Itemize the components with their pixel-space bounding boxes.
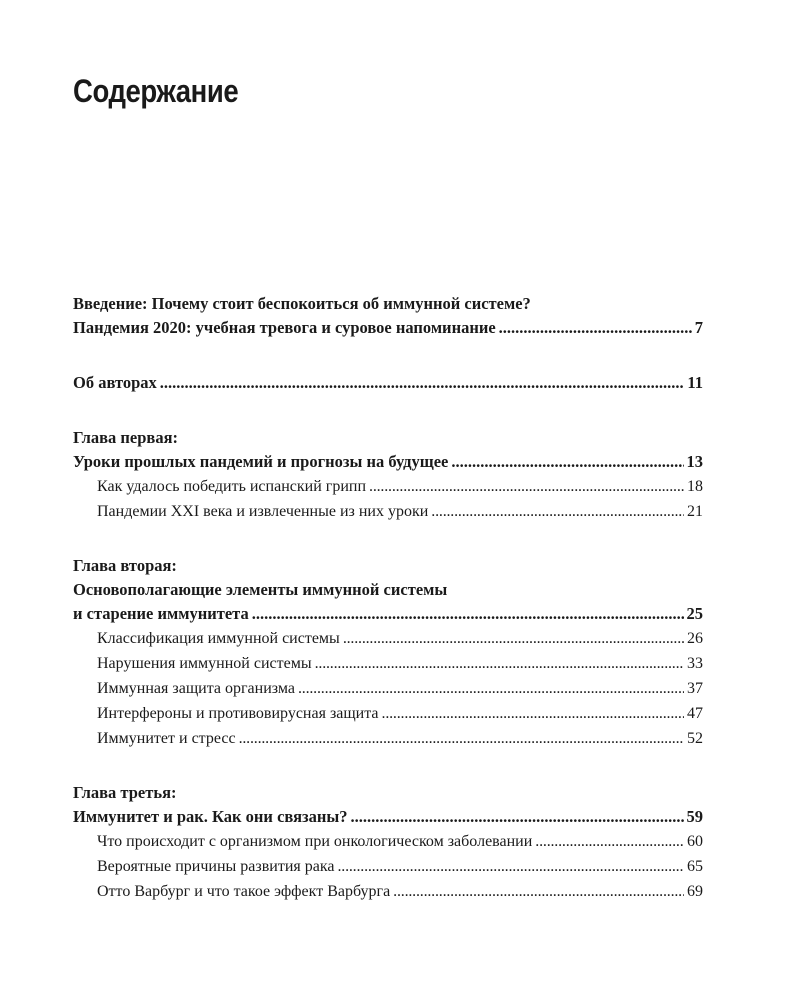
toc-entry-text: Иммунная защита организма bbox=[97, 680, 295, 697]
toc-page-number: 21 bbox=[687, 503, 703, 520]
toc-entry-chapter-3[interactable] bbox=[73, 805, 703, 829]
dot-leader bbox=[431, 499, 684, 524]
toc-entry-text: Уроки прошлых пандемий и прогнозы на будущее bbox=[73, 452, 449, 471]
toc-page-number: 13 bbox=[686, 452, 703, 471]
dot-leader bbox=[343, 626, 684, 651]
section-gap bbox=[73, 395, 703, 426]
toc-subentry[interactable] bbox=[73, 499, 703, 524]
toc-subentry[interactable] bbox=[73, 726, 703, 751]
toc-chapter-label-1 bbox=[73, 426, 703, 450]
toc-page-number: 7 bbox=[694, 318, 703, 337]
toc-page-number: 60 bbox=[687, 833, 703, 850]
toc-entry-text: Классификация иммунной системы bbox=[97, 630, 340, 647]
toc-entry-text: Введение: Почему стоит беспокоиться об иммунной системе? bbox=[73, 294, 531, 313]
toc-page-number: 65 bbox=[687, 858, 703, 875]
toc-page-number: 33 bbox=[687, 655, 703, 672]
dot-leader bbox=[160, 371, 685, 395]
toc-page-number: 18 bbox=[687, 478, 703, 495]
dot-leader bbox=[451, 450, 683, 474]
dot-leader bbox=[499, 316, 692, 340]
toc-subentry[interactable] bbox=[73, 474, 703, 499]
toc-page-number: 69 bbox=[687, 883, 703, 900]
toc-page-number: 59 bbox=[686, 807, 703, 826]
section-gap bbox=[73, 751, 703, 781]
toc-page-number: 26 bbox=[687, 630, 703, 647]
toc-entry-text: Глава первая: bbox=[73, 428, 179, 447]
section-gap bbox=[73, 340, 703, 371]
toc-chapter-title-line bbox=[73, 578, 703, 602]
dot-leader bbox=[369, 474, 684, 499]
toc-entry-text: Отто Варбург и что такое эффект Варбурга bbox=[97, 883, 391, 900]
toc-entry-text: Пандемия 2020: учебная тревога и суровое напоминание bbox=[73, 318, 496, 337]
toc-page-number: 11 bbox=[687, 373, 703, 392]
toc-subentry[interactable] bbox=[73, 651, 703, 676]
toc-entry-intro[interactable] bbox=[73, 316, 703, 340]
toc-entry-text: Интерфероны и противовирусная защита bbox=[97, 705, 379, 722]
toc-subentry[interactable] bbox=[73, 701, 703, 726]
toc-entry-text: Глава вторая: bbox=[73, 556, 177, 575]
toc-entry-text: Об авторах bbox=[73, 373, 157, 392]
toc-subentry[interactable] bbox=[73, 854, 703, 879]
dot-leader bbox=[535, 829, 684, 854]
toc-entry-text: и старение иммунитета bbox=[73, 604, 249, 623]
toc-subentry[interactable] bbox=[73, 626, 703, 651]
toc-entry-authors[interactable] bbox=[73, 371, 703, 395]
toc-entry-text: Пандемии XXI века и извлеченные из них уроки bbox=[97, 503, 429, 520]
toc-subentry[interactable] bbox=[73, 829, 703, 854]
dot-leader bbox=[393, 879, 684, 904]
toc-page-number: 52 bbox=[687, 730, 703, 747]
toc-entry-text: Иммунитет и рак. Как они связаны? bbox=[73, 807, 348, 826]
dot-leader bbox=[337, 854, 684, 879]
toc-entry-chapter-1[interactable] bbox=[73, 450, 703, 474]
toc-subentry[interactable] bbox=[73, 879, 703, 904]
toc-entry-text: Что происходит с организмом при онкологическом заболевании bbox=[97, 833, 533, 850]
page-title: Содержание bbox=[73, 73, 239, 109]
section-gap bbox=[73, 524, 703, 554]
dot-leader bbox=[298, 676, 684, 701]
dot-leader bbox=[315, 651, 684, 676]
toc-entry-text: Как удалось победить испанский грипп bbox=[97, 478, 367, 495]
dot-leader bbox=[351, 805, 684, 829]
table-of-contents bbox=[73, 292, 703, 904]
toc-page-number: 47 bbox=[687, 705, 703, 722]
toc-entry-text: Глава третья: bbox=[73, 783, 177, 802]
toc-chapter-label-2 bbox=[73, 554, 703, 578]
dot-leader bbox=[382, 701, 684, 726]
dot-leader bbox=[252, 602, 684, 626]
toc-page-number: 37 bbox=[687, 680, 703, 697]
toc-entry-text: Нарушения иммунной системы bbox=[97, 655, 312, 672]
toc-chapter-label-3 bbox=[73, 781, 703, 805]
toc-entry-text: Вероятные причины развития рака bbox=[97, 858, 335, 875]
toc-entry-chapter-2[interactable] bbox=[73, 602, 703, 626]
dot-leader bbox=[239, 726, 684, 751]
toc-page-number: 25 bbox=[686, 604, 703, 623]
toc-entry-text: Основополагающие элементы иммунной системы bbox=[73, 580, 448, 599]
toc-heading-intro bbox=[73, 292, 703, 316]
toc-subentry[interactable] bbox=[73, 676, 703, 701]
toc-entry-text: Иммунитет и стресс bbox=[97, 730, 236, 747]
